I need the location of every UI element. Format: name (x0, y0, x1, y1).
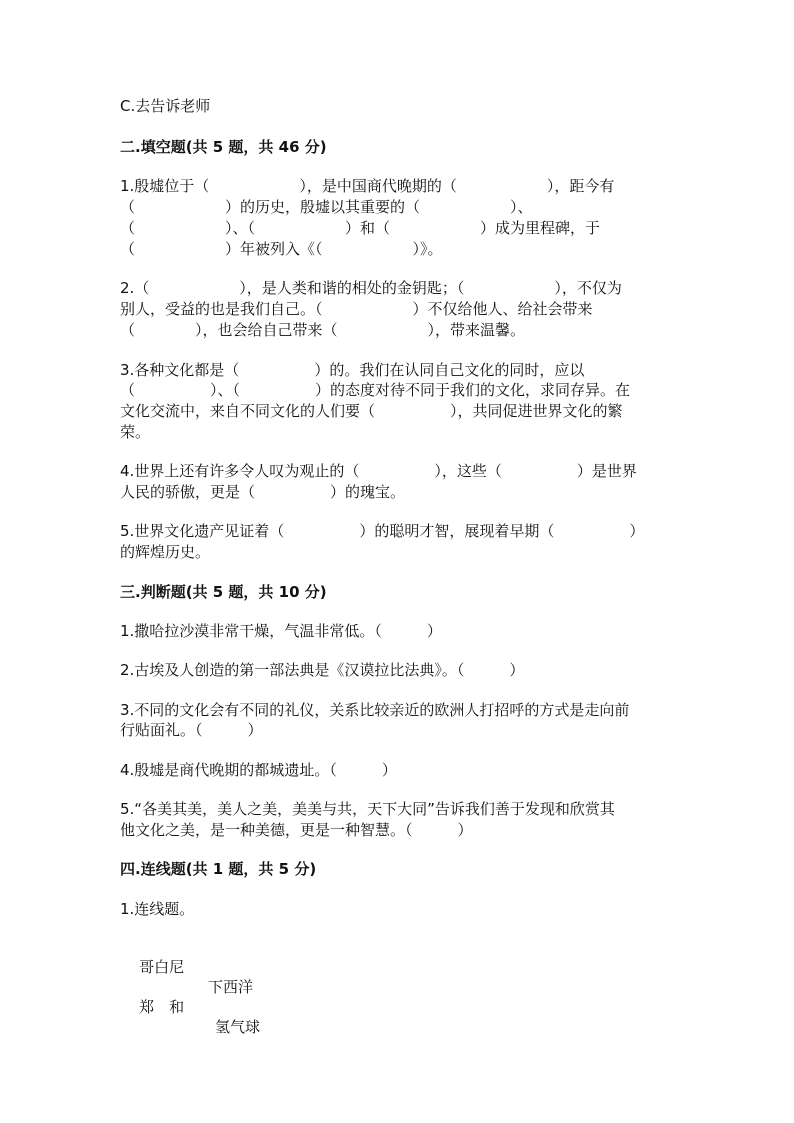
judge-q4: 4.殷墟是商代晚期的都城遗址。（ ） (120, 761, 397, 779)
match-right-item: 下西洋 (208, 978, 254, 996)
judge-q1: 1.撒哈拉沙漠非常干燥，气温非常低。（ ） (120, 622, 442, 640)
fill-q2-line-3: （ ），也会给自己带来（ ），带来温馨。 (120, 321, 526, 339)
judge-q3-line-1: 3.不同的文化会有不同的礼仪，关系比较亲近的欧洲人打招呼的方式是走向前 (120, 701, 630, 719)
fill-q5-line-1: 5.世界文化遗产见证着（ ）的聪明才智，展现着早期（ ） (120, 522, 645, 540)
fill-q3-line-3: 文化交流中，来自不同文化的人们要（ ），共同促进世界文化的繁 (120, 402, 623, 420)
judge-q3-line-2: 行贴面礼。（ ） (120, 721, 263, 739)
section-4-heading: 四.连线题(共 1 题，共 5 分) (120, 860, 317, 878)
section-2-heading: 二.填空题(共 5 题，共 46 分) (120, 138, 327, 156)
fill-q4-line-1: 4.世界上还有许多令人叹为观止的（ ），这些（ ）是世界 (120, 462, 637, 480)
match-left-item: 哥白尼 (139, 958, 185, 976)
fill-q5-line-2: 的辉煌历史。 (120, 543, 211, 561)
match-right-item: 氢气球 (215, 1018, 261, 1036)
fill-q2-line-1: 2.（ ），是人类和谐的相处的金钥匙；（ ），不仅为 (120, 279, 622, 297)
match-left-item: 郑 和 (139, 998, 185, 1016)
fill-q1-line-3: （ ）、（ ）和（ ）成为里程碑，于 (120, 219, 601, 237)
fill-q3-line-1: 3.各种文化都是（ ）的。我们在认同自己文化的同时，应以 (120, 361, 585, 379)
fill-q3-line-2: （ ）、（ ）的态度对待不同于我们的文化，求同存异。在 (120, 381, 631, 399)
judge-q5-line-2: 他文化之美，是一种美德，更是一种智慧。（ ） (120, 821, 473, 839)
fill-q2-line-2: 别人，受益的也是我们自己。（ ）不仅给他人、给社会带来 (120, 300, 593, 318)
option-c: C.去告诉老师 (120, 97, 211, 115)
fill-q1-line-4: （ ）年被列入《（ ）》。 (120, 240, 443, 258)
fill-q1-line-1: 1.殷墟位于（ ），是中国商代晚期的（ ），距今有 (120, 177, 615, 195)
fill-q3-line-4: 荣。 (120, 423, 151, 441)
judge-q5-line-1: 5.“各美其美，美人之美，美美与共，天下大同”告诉我们善于发现和欣赏其 (120, 800, 615, 818)
fill-q4-line-2: 人民的骄傲，更是（ ）的瑰宝。 (120, 483, 406, 501)
judge-q2: 2.古埃及人创造的第一部法典是《汉谟拉比法典》。（ ） (120, 661, 525, 679)
match-q1: 1.连线题。 (120, 900, 195, 918)
section-3-heading: 三.判断题(共 5 题，共 10 分) (120, 583, 327, 601)
fill-q1-line-2: （ ）的历史，殷墟以其重要的（ ）、 (120, 198, 533, 216)
